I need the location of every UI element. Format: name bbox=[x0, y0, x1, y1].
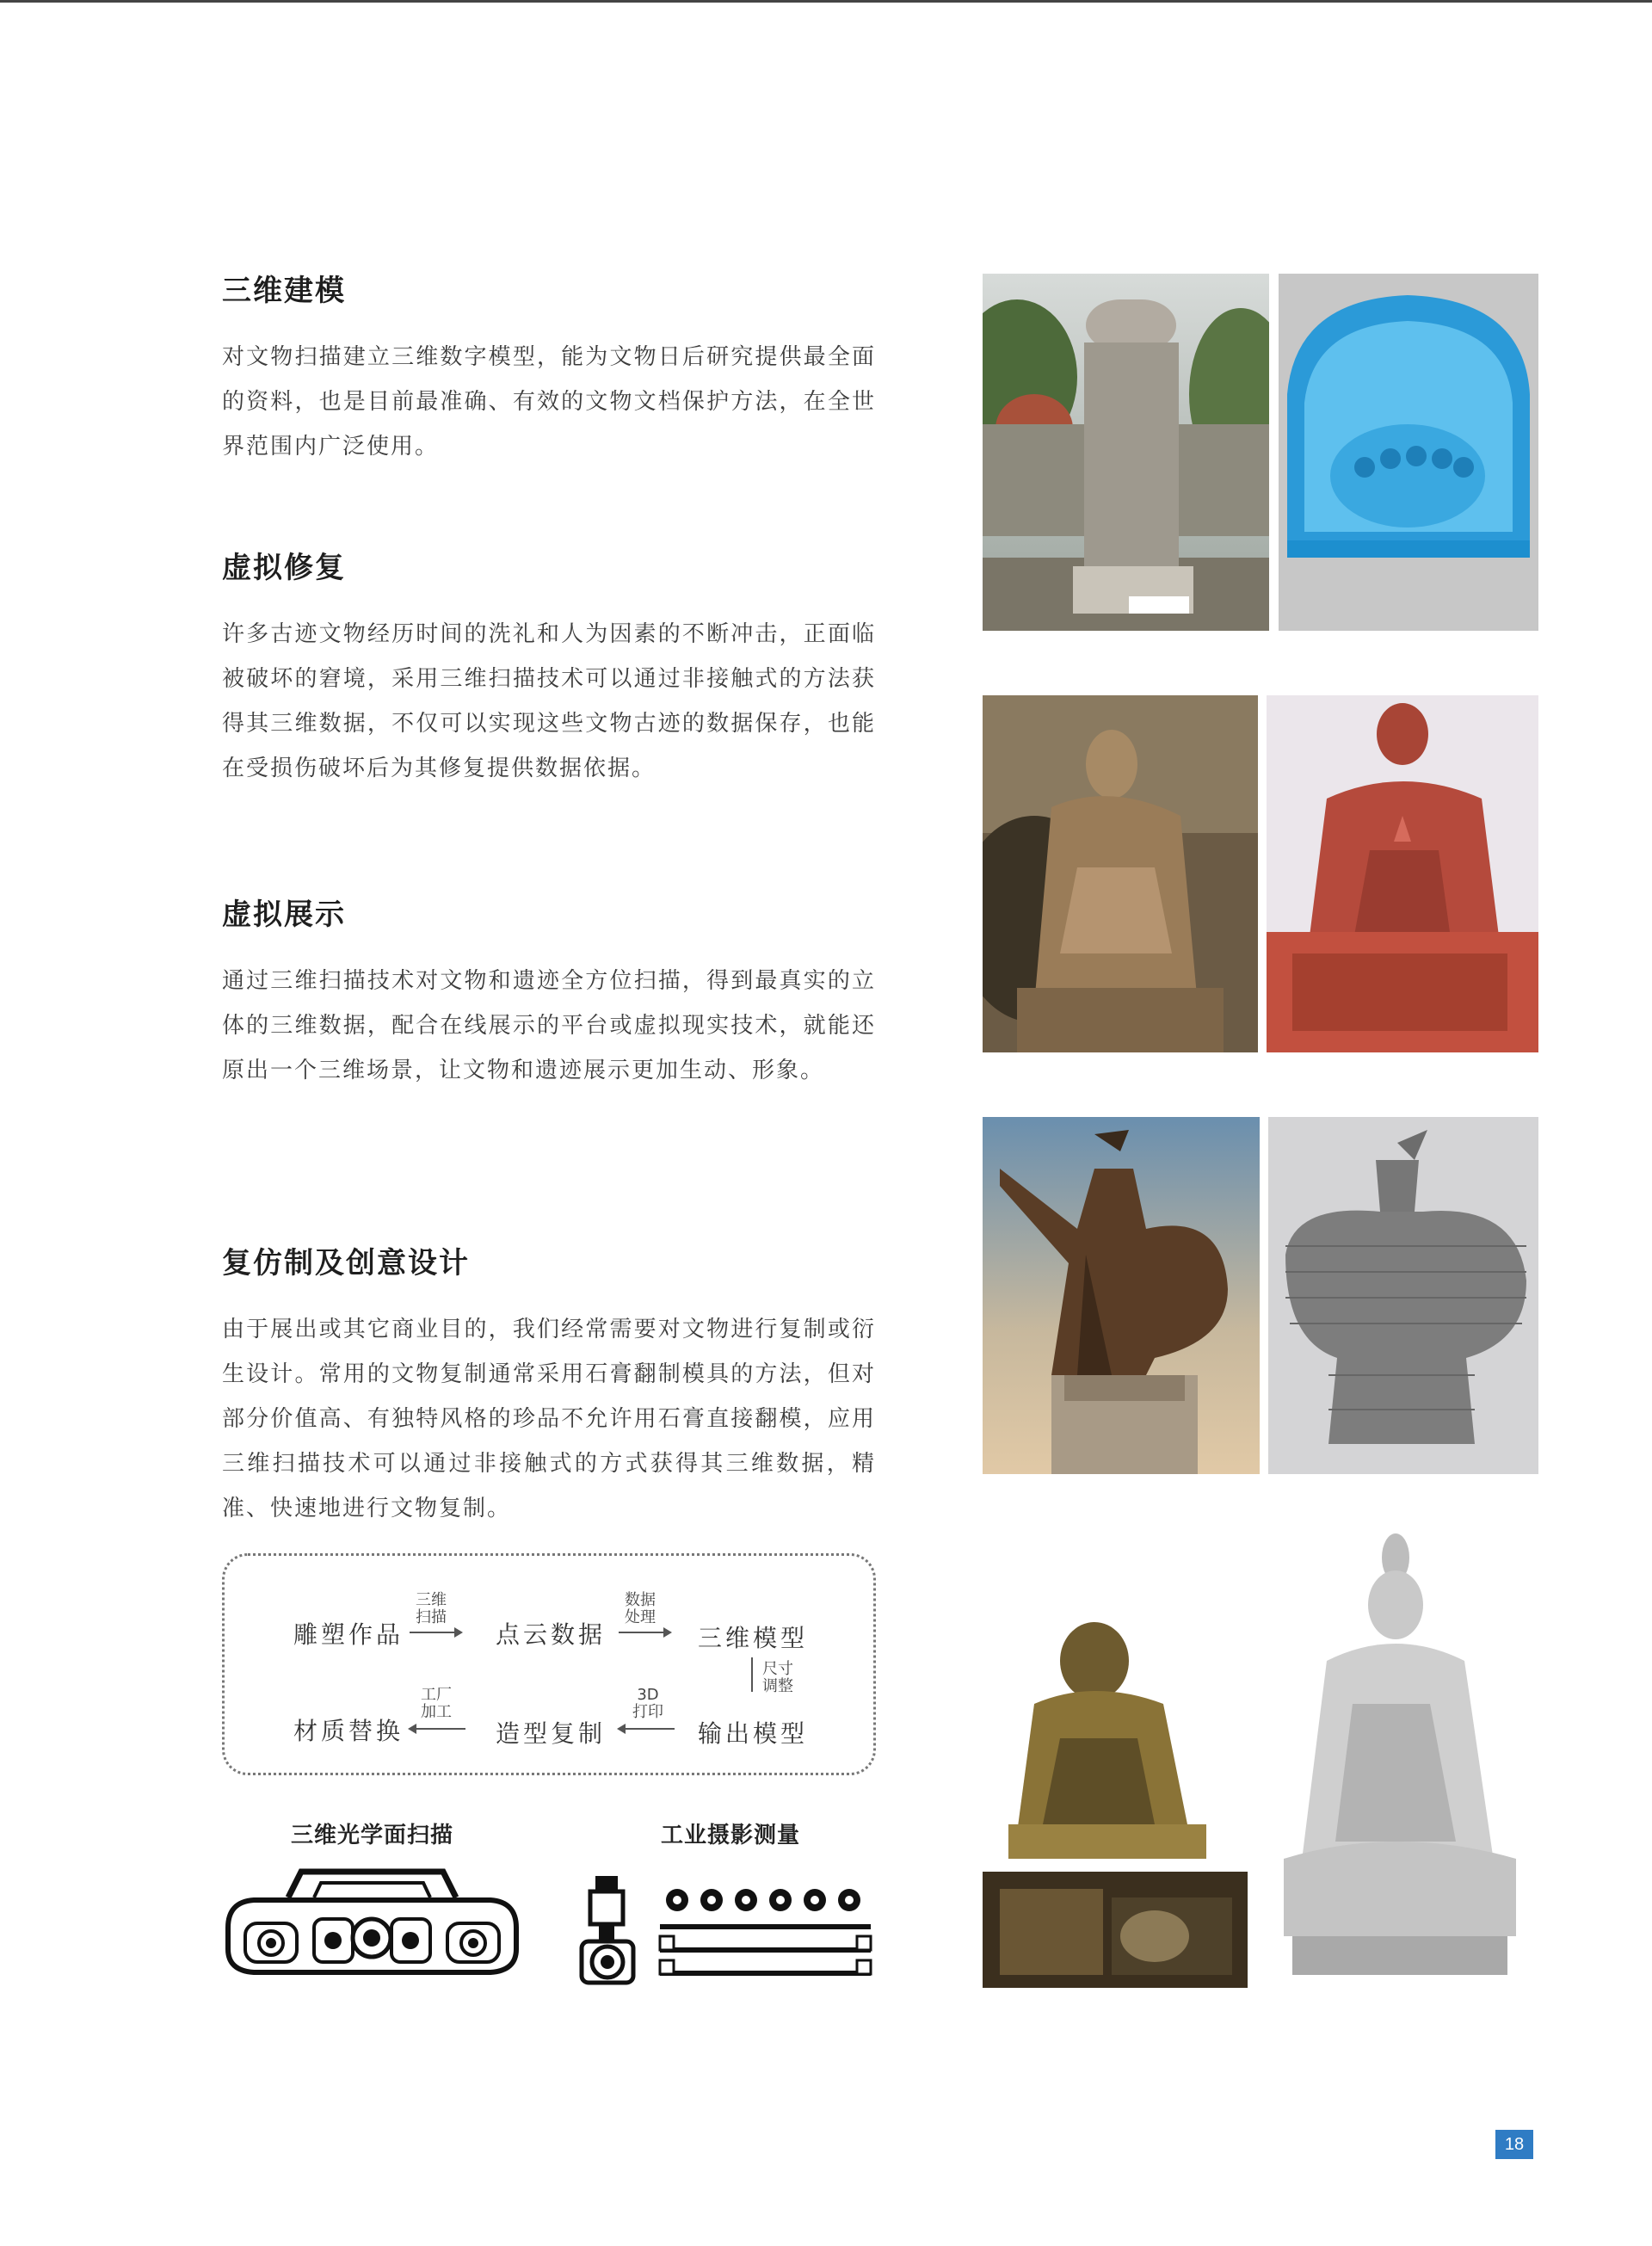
flow-node-sculpture: 雕塑作品 bbox=[293, 1620, 404, 1649]
arrow-left bbox=[619, 1728, 675, 1730]
flow-node-output-model: 输出模型 bbox=[698, 1719, 809, 1748]
section-virtual-restoration bbox=[222, 544, 876, 791]
page-number: 18 bbox=[1495, 2130, 1533, 2159]
tool-title-optical-scan: 三维光学面扫描 bbox=[291, 1823, 454, 1848]
bodhisattva-photo bbox=[983, 1618, 1248, 1859]
section-body: 对文物扫描建立三维数字模型，能为文物日后研究提供最全面的资料，也是目前最准确、有效的文物文档保护方法，在全世界范围内广泛使用。 bbox=[222, 344, 876, 460]
section-body: 通过三维扫描技术对文物和遗迹全方位扫描，得到最真实的立体的三维数据，配合在线展示的平台或虚拟现实技术，就能还原出一个三维场景，让文物和遗迹展示更加生动、形象。 bbox=[222, 968, 876, 1083]
standing-statue-photo bbox=[983, 1117, 1260, 1474]
arrow-down bbox=[751, 1657, 753, 1692]
flow-node-material-swap: 材质替换 bbox=[293, 1717, 404, 1745]
top-rule bbox=[0, 0, 1652, 3]
monk-statue-photo bbox=[983, 695, 1258, 1052]
section-title: 虚拟展示 bbox=[222, 898, 346, 932]
flow-label-process: 数据 处理 bbox=[625, 1591, 656, 1626]
flow-node-shape-copy: 造型复制 bbox=[496, 1719, 607, 1748]
optical-scanner-icon bbox=[219, 1867, 525, 1988]
arrow-left bbox=[410, 1728, 465, 1730]
workflow-diagram bbox=[222, 1553, 876, 1775]
tool-title-photogrammetry: 工业摄影测量 bbox=[661, 1823, 801, 1848]
section-body: 由于展出或其它商业目的，我们经常需要对文物进行复制或衍生设计。常用的文物复制通常采用石膏翻制模具的方法，但对部分价值高、有独特风格的珍品不允许用石膏直接翻模，应用三维扫描技术可以通过非接触式的方式获得其三维数据，精准、快速地进行文物复制。 bbox=[222, 1317, 876, 1521]
section-replication-design bbox=[222, 1239, 876, 1531]
section-virtual-display bbox=[222, 891, 876, 1093]
stele-scan-image bbox=[1279, 274, 1538, 631]
section-title: 三维建模 bbox=[222, 274, 346, 308]
monk-statue-scan-image bbox=[1267, 695, 1538, 1052]
stele-photo bbox=[983, 274, 1269, 631]
flow-label-scan: 三维 扫描 bbox=[416, 1591, 447, 1626]
bodhisattva-scan-image bbox=[1258, 1532, 1538, 1988]
flow-node-3d-model: 三维模型 bbox=[698, 1624, 809, 1652]
bodhisattva-detail-photo bbox=[983, 1872, 1248, 1988]
section-3d-modeling bbox=[222, 267, 876, 469]
arrow-right bbox=[619, 1632, 670, 1633]
flow-label-factory: 工厂 加工 bbox=[421, 1686, 452, 1721]
section-body: 许多古迹文物经历时间的洗礼和人为因素的不断冲击，正面临被破坏的窘境，采用三维扫描技术可以通过非接触式的方法获得其三维数据，不仅可以实现这些文物古迹的数据保存，也能在受损伤破坏后为其修复提供数据依据。 bbox=[222, 621, 876, 781]
section-title: 虚拟修复 bbox=[222, 551, 346, 585]
standing-statue-scan-image bbox=[1268, 1117, 1538, 1474]
section-title: 复仿制及创意设计 bbox=[222, 1246, 470, 1280]
flow-node-point-cloud: 点云数据 bbox=[496, 1620, 607, 1649]
flow-label-size: 尺寸 调整 bbox=[762, 1660, 793, 1695]
photogrammetry-camera-icon bbox=[578, 1874, 879, 1990]
arrow-right bbox=[410, 1632, 461, 1633]
flow-label-print: 3D 打印 bbox=[632, 1686, 663, 1721]
